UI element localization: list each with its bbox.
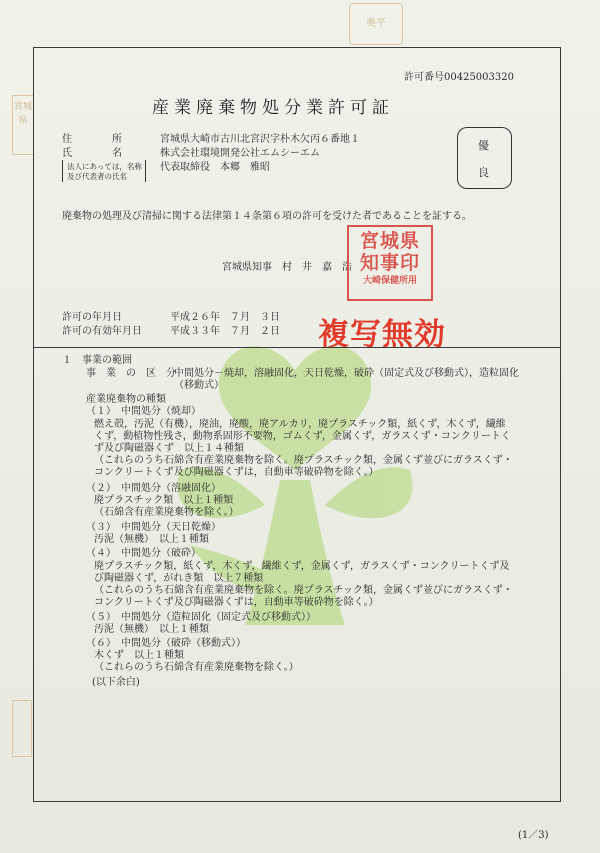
left-margin-seal: 宮城県 (12, 95, 34, 155)
section-6-line2: （これらのうち石綿含有産業廃棄物を除く。） (94, 662, 299, 673)
left-margin-seal-bottom (12, 700, 32, 757)
types-heading: 産業廃棄物の種類 (86, 394, 166, 405)
category-value: 中間処分－焼却，溶融固化，天日乾燥，破砕（固定式及び移動式），造粒固化 (174, 368, 519, 379)
valid-date: 平成３３年 ７月 ２日 (170, 326, 280, 337)
section-divider (33, 347, 561, 348)
corporate-note-line2: 及び代表者の氏名 (67, 172, 127, 181)
permit-number: 許可番号00425003320 (404, 72, 514, 83)
certification-statement: 廃棄物の処理及び清掃に関する法律第１４条第６項の許可を受けた者であることを証する。 (62, 211, 472, 222)
address-label: 住 所 (62, 134, 122, 145)
remainder-blank-note: (以下余白) (92, 677, 140, 688)
section-5-title: （５） 中間処分（造粒固化（固定式及び移動式）） (86, 612, 316, 623)
address-value: 宮城県大崎市古川北宮沢字朴木欠丙６番地１ (160, 134, 360, 145)
section-5-line1: 汚泥（無機） 以上１種類 (94, 624, 209, 635)
governor-signature: 宮城県知事 村 井 嘉 浩 (222, 262, 352, 273)
name-label: 氏 名 (62, 148, 122, 159)
scope-heading: １ 事業の範囲 (62, 355, 132, 366)
top-corner-seal: 奥平 (349, 3, 403, 45)
section-4-line2: び陶磁器くず，がれき類 以上７種類 (94, 573, 264, 584)
page-number: (1／3) (518, 830, 549, 841)
section-6-title: （６） 中間処分（破砕（移動式）） (86, 638, 246, 649)
section-2-line2: （石綿含有産業廃棄物を除く。） (94, 507, 239, 518)
section-1-line4: （これらのうち石綿含有産業廃棄物を除く。廃プラスチック類，金属くず並びにガラスくず・ (94, 455, 513, 466)
corporate-note-line1: 法人にあっては，名称 (67, 162, 142, 171)
section-6-line1: 木くず 以上１種類 (94, 650, 184, 661)
permit-date-label: 許可の年月日 (62, 312, 122, 323)
valid-date-label: 許可の有効年月日 (62, 326, 142, 337)
section-1-line5: コンクリートくず及び陶磁器くずは，自動車等破砕物を除く。） (94, 467, 379, 478)
section-1-line3: ず及び陶磁器くず 以上１４種類 (94, 443, 244, 454)
prefecture-seal-stamp: 宮城県 知事印 大崎保健所用 (347, 225, 433, 301)
section-4-title: （４） 中間処分（破砕） (86, 548, 201, 559)
section-2-title: （２） 中間処分（溶融固化） (86, 483, 221, 494)
company-name: 株式会社環境開発公社エムシーエム (160, 148, 320, 159)
category-value-2: （移動式） (174, 380, 224, 391)
permit-date: 平成２６年 ７月 ３日 (170, 312, 280, 323)
page-title: 産業廃棄物処分業許可証 (152, 98, 394, 118)
section-1-line2: くず，動植物性残さ，動物系固形不要物，ゴムくず，金属くず，ガラスくず・コンクリートく (94, 431, 511, 442)
section-4-line4: コンクリートくず及び陶磁器くずは，自動車等破砕物を除く。） (94, 597, 379, 608)
category-label: 事 業 の 区 分 (86, 368, 176, 379)
section-3-title: （３） 中間処分（天日乾燥） (86, 522, 221, 533)
section-3-line1: 汚泥（無機） 以上１種類 (94, 534, 209, 545)
section-2-line1: 廃プラスチック類 以上１種類 (94, 495, 234, 506)
section-4-line3: （これらのうち石綿含有産業廃棄物を除く。廃プラスチック類，金属くず並びにガラスくず・ (94, 585, 513, 596)
representative: 代表取締役 本郷 雅昭 (160, 162, 270, 173)
copy-invalid-stamp: 複写無効 (318, 317, 446, 353)
section-4-line1: 廃プラスチック類，紙くず，木くず，繊維くず，金属くず，ガラスくず・コンクリートくず及 (94, 561, 510, 572)
section-1-line1: 燃え殻，汚泥（有機），廃油，廃酸，廃アルカリ，廃プラスチック類，紙くず，木くず，繊維 (94, 419, 506, 430)
section-1-title: （１） 中間処分（焼却） (86, 406, 201, 417)
excellent-operator-badge: 優 良 (457, 127, 512, 189)
